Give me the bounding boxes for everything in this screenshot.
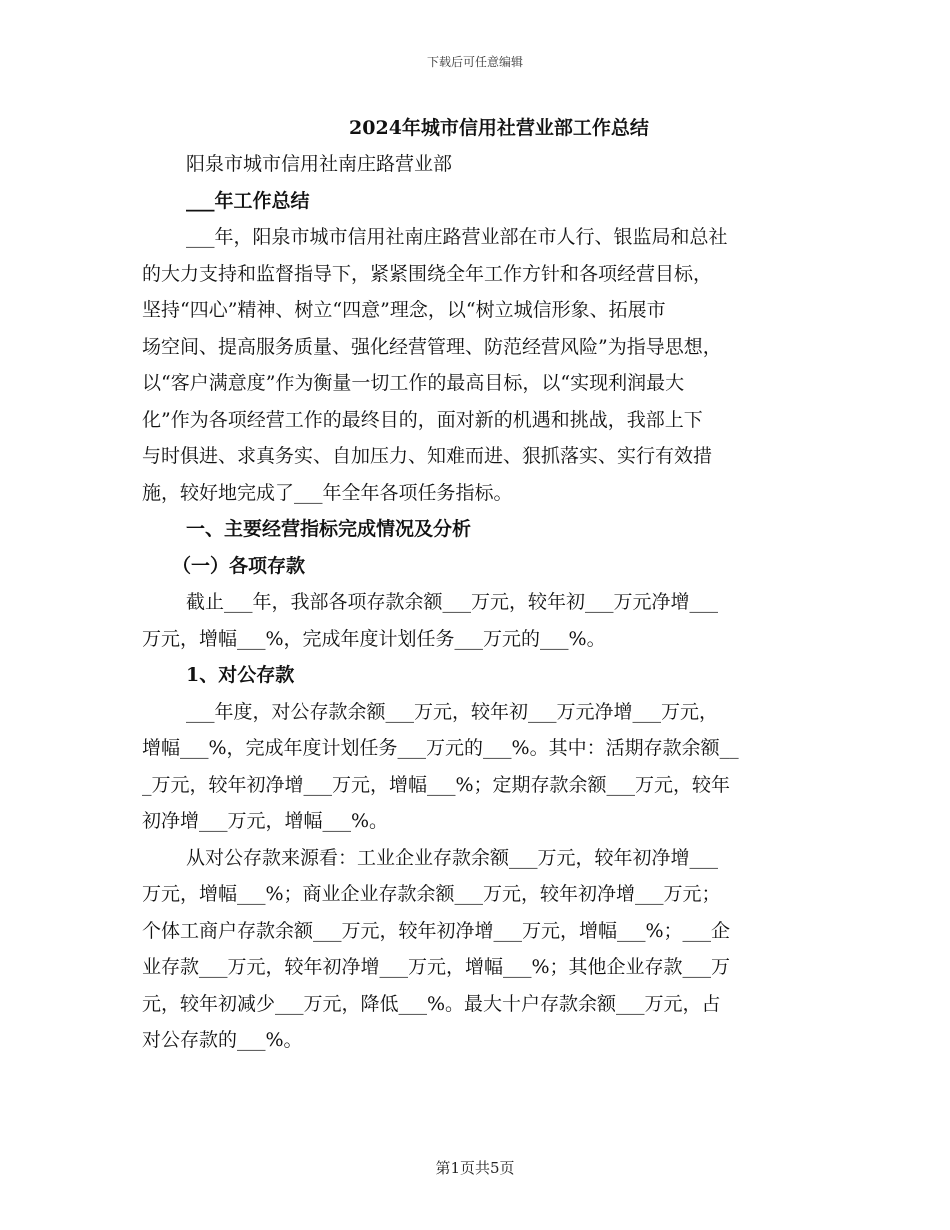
text-line: 以“客户满意度”作为衡量一切工作的最高目标，以“实现利润最大 (142, 372, 685, 394)
text-line: ___年，阳泉市城市信用社南庄路营业部在市人行、银监局和总社 (186, 226, 728, 248)
text-line: 初净增___万元，增幅___%。 (142, 810, 389, 832)
paragraph-deposits (142, 584, 808, 657)
text-line: 坚持“四心”精神、树立“四意”理念，以“树立城信形象、拓展市 (142, 299, 666, 321)
text-line: ___年度，对公存款余额___万元，较年初___万元净增___万元， (186, 700, 719, 723)
paragraph-corporate-deposits (142, 694, 808, 840)
text-line: 业存款___万元，较年初净增___万元，增幅___%；其他企业存款___万 (142, 956, 731, 978)
heading-level-3: 1、对公存款 (186, 664, 295, 686)
text-line: 万元，增幅___%；商业企业存款余额___万元，较年初净增___万元； (142, 883, 721, 905)
text-line: 的大力支持和监督指导下，紧紧围绕全年工作方针和各项经营目标， (142, 262, 713, 285)
text-line: 从对公存款来源看：工业企业存款余额___万元，较年初净增___ (186, 846, 719, 869)
organization-name: 阳泉市城市信用社南庄路营业部 (186, 153, 453, 175)
text-line: 对公存款的___%。 (142, 1029, 303, 1051)
paragraph-deposit-sources (142, 840, 808, 1059)
document-body (142, 112, 808, 1059)
text-line: 场空间、提高服务质量、强化经营管理、防范经营风险”为指导思想， (142, 335, 722, 358)
text-line: 截止___年，我部各项存款余额___万元，较年初___万元净增___ (186, 591, 719, 613)
section-title: ___年工作总结 (186, 189, 310, 212)
text-line: _万元，较年初净增___万元，增幅___%；定期存款余额___万元，较年 (142, 773, 731, 796)
text-line: 化”作为各项经营工作的最终目的，面对新的机遇和挑战，我部上下 (142, 408, 703, 431)
text-line: 施，较好地完成了___年全年各项任务指标。 (142, 481, 513, 504)
page-header: 下载后可任意编辑 (426, 55, 523, 69)
heading-level-2: （一）各项存款 (172, 554, 306, 577)
document-title: 2024年城市信用社营业部工作总结 (349, 117, 649, 139)
text-line: 增幅___%，完成年度计划任务___万元的___%。其中：活期存款余额__ (142, 737, 739, 759)
page-footer: 第1页共5页 (435, 1159, 515, 1177)
text-line: 万元，增幅___%，完成年度计划任务___万元的___%。 (142, 627, 606, 650)
paragraph-intro (142, 219, 808, 511)
text-line: 元，较年初减少___万元，降低___%。最大十户存款余额___万元，占 (142, 992, 721, 1015)
heading-level-1: 一、主要经营指标完成情况及分析 (186, 518, 472, 540)
text-line: 个体工商户存款余额___万元，较年初净增___万元，增幅___%；___企 (142, 919, 731, 942)
text-line: 与时俱进、求真务实、自加压力、知难而进、狠抓落实、实行有效措 (142, 445, 713, 467)
